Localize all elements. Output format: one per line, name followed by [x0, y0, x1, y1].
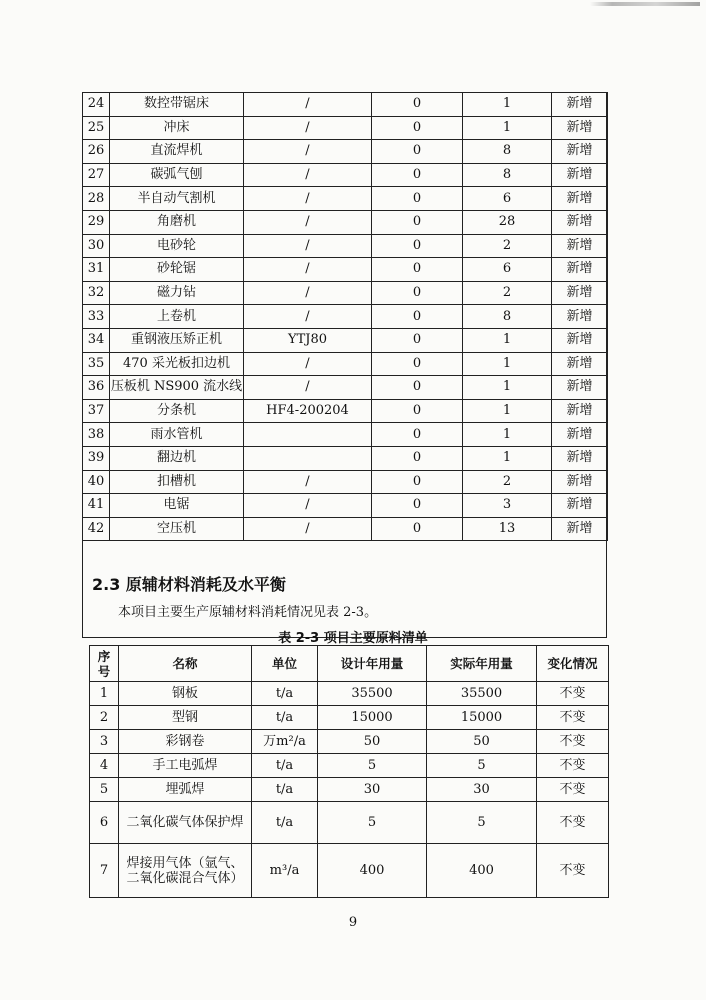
cell-after: 28: [463, 210, 552, 234]
materials-table-body: [90, 682, 609, 898]
cell-no: 34: [83, 328, 110, 352]
cell-no: 37: [83, 399, 110, 423]
cell-model: /: [244, 140, 372, 164]
cell-actual: 35500: [427, 682, 537, 706]
cell-before: 0: [372, 376, 463, 400]
cell-actual: 30: [427, 778, 537, 802]
table-row: [83, 258, 608, 282]
header-design: 设计年用量: [318, 646, 427, 682]
cell-no: 42: [83, 517, 110, 541]
cell-name: 压板机 NS900 流水线: [110, 376, 244, 400]
cell-name: 焊接用气体（氩气、二氧化碳混合气体）: [119, 844, 252, 898]
cell-after: 1: [463, 352, 552, 376]
page-number: 9: [348, 915, 358, 930]
cell-before: 0: [372, 328, 463, 352]
cell-before: 0: [372, 305, 463, 329]
cell-name: 数控带锯床: [110, 93, 244, 117]
cell-change: 新增: [552, 258, 608, 282]
table-row: [83, 281, 608, 305]
cell-design: 30: [318, 778, 427, 802]
cell-no: 33: [83, 305, 110, 329]
cell-model: /: [244, 258, 372, 282]
cell-name: 彩钢卷: [119, 730, 252, 754]
cell-design: 15000: [318, 706, 427, 730]
cell-no: 40: [83, 470, 110, 494]
cell-after: 1: [463, 423, 552, 447]
cell-before: 0: [372, 470, 463, 494]
cell-before: 0: [372, 116, 463, 140]
cell-no: 31: [83, 258, 110, 282]
cell-actual: 400: [427, 844, 537, 898]
cell-unit: m³/a: [252, 844, 318, 898]
cell-before: 0: [372, 423, 463, 447]
cell-actual: 15000: [427, 706, 537, 730]
cell-unit: t/a: [252, 754, 318, 778]
cell-no: 26: [83, 140, 110, 164]
table-row: [90, 802, 609, 844]
cell-after: 2: [463, 470, 552, 494]
table-row: [83, 328, 608, 352]
cell-after: 6: [463, 258, 552, 282]
cell-change: 新增: [552, 93, 608, 117]
cell-change: 新增: [552, 376, 608, 400]
cell-no: 41: [83, 494, 110, 518]
cell-change: 新增: [552, 423, 608, 447]
section-heading: 2.3 原辅材料消耗及水平衡: [92, 575, 286, 594]
cell-before: 0: [372, 234, 463, 258]
cell-name: 半自动气割机: [110, 187, 244, 211]
cell-actual: 5: [427, 754, 537, 778]
cell-model: /: [244, 517, 372, 541]
table-row: [90, 682, 609, 706]
cell-after: 1: [463, 93, 552, 117]
cell-no: 2: [90, 706, 119, 730]
cell-change: 新增: [552, 399, 608, 423]
cell-before: 0: [372, 494, 463, 518]
cell-name: 砂轮锯: [110, 258, 244, 282]
cell-no: 29: [83, 210, 110, 234]
cell-after: 2: [463, 234, 552, 258]
cell-model: /: [244, 352, 372, 376]
table-row: [83, 234, 608, 258]
cell-name: 型钢: [119, 706, 252, 730]
cell-change: 不变: [537, 754, 609, 778]
cell-after: 8: [463, 305, 552, 329]
cell-actual: 50: [427, 730, 537, 754]
table-row: [83, 423, 608, 447]
cell-change: 新增: [552, 470, 608, 494]
cell-after: 1: [463, 116, 552, 140]
cell-name: 直流焊机: [110, 140, 244, 164]
cell-after: 8: [463, 140, 552, 164]
cell-no: 7: [90, 844, 119, 898]
cell-unit: 万m²/a: [252, 730, 318, 754]
cell-no: 3: [90, 730, 119, 754]
table-row: [90, 706, 609, 730]
cell-name: 磁力钻: [110, 281, 244, 305]
cell-name: 分条机: [110, 399, 244, 423]
cell-after: 13: [463, 517, 552, 541]
cell-name: 空压机: [110, 517, 244, 541]
table-row: [83, 470, 608, 494]
cell-change: 新增: [552, 494, 608, 518]
cell-unit: t/a: [252, 802, 318, 844]
cell-model: YTJ80: [244, 328, 372, 352]
cell-model: /: [244, 470, 372, 494]
cell-change: 新增: [552, 163, 608, 187]
header-unit: 单位: [252, 646, 318, 682]
table-row: [83, 187, 608, 211]
cell-before: 0: [372, 258, 463, 282]
cell-model: /: [244, 305, 372, 329]
cell-name: 手工电弧焊: [119, 754, 252, 778]
cell-name: 电锯: [110, 494, 244, 518]
cell-name: 电砂轮: [110, 234, 244, 258]
cell-model: /: [244, 234, 372, 258]
header-name: 名称: [119, 646, 252, 682]
cell-change: 新增: [552, 116, 608, 140]
table-row: [90, 844, 609, 898]
materials-table: [89, 645, 609, 898]
cell-before: 0: [372, 352, 463, 376]
cell-design: 5: [318, 754, 427, 778]
cell-no: 24: [83, 93, 110, 117]
cell-after: 1: [463, 328, 552, 352]
cell-change: 新增: [552, 281, 608, 305]
cell-name: 上卷机: [110, 305, 244, 329]
cell-unit: t/a: [252, 706, 318, 730]
cell-change: 不变: [537, 706, 609, 730]
cell-name: 二氧化碳气体保护焊: [119, 802, 252, 844]
equipment-table-body: [83, 93, 608, 541]
cell-model: /: [244, 116, 372, 140]
cell-model: [244, 446, 372, 470]
table-caption: 表 2-3 项目主要原料清单: [278, 631, 428, 646]
cell-no: 35: [83, 352, 110, 376]
table-row: [83, 517, 608, 541]
cell-change: 新增: [552, 352, 608, 376]
cell-no: 5: [90, 778, 119, 802]
cell-model: HF4-200204: [244, 399, 372, 423]
cell-name: 冲床: [110, 116, 244, 140]
header-no: 序号: [90, 646, 119, 682]
cell-model: /: [244, 210, 372, 234]
materials-header-row: [90, 646, 609, 682]
cell-model: [244, 423, 372, 447]
cell-model: /: [244, 494, 372, 518]
cell-name: 埋弧焊: [119, 778, 252, 802]
cell-design: 50: [318, 730, 427, 754]
cell-before: 0: [372, 446, 463, 470]
cell-no: 30: [83, 234, 110, 258]
table-row: [83, 163, 608, 187]
cell-no: 36: [83, 376, 110, 400]
cell-before: 0: [372, 163, 463, 187]
cell-after: 1: [463, 399, 552, 423]
cell-change: 不变: [537, 778, 609, 802]
cell-no: 1: [90, 682, 119, 706]
cell-change: 新增: [552, 234, 608, 258]
cell-before: 0: [372, 399, 463, 423]
cell-name: 角磨机: [110, 210, 244, 234]
cell-name: 碳弧气刨: [110, 163, 244, 187]
cell-design: 35500: [318, 682, 427, 706]
cell-change: 不变: [537, 730, 609, 754]
cell-design: 400: [318, 844, 427, 898]
cell-after: 1: [463, 446, 552, 470]
table-row: [83, 93, 608, 117]
table-row: [83, 494, 608, 518]
table-row: [83, 210, 608, 234]
cell-model: /: [244, 187, 372, 211]
cell-before: 0: [372, 93, 463, 117]
cell-model: /: [244, 163, 372, 187]
cell-model: /: [244, 376, 372, 400]
table-row: [83, 305, 608, 329]
cell-change: 新增: [552, 305, 608, 329]
table-row: [83, 116, 608, 140]
cell-before: 0: [372, 187, 463, 211]
cell-change: 新增: [552, 210, 608, 234]
cell-unit: t/a: [252, 778, 318, 802]
cell-change: 新增: [552, 517, 608, 541]
cell-no: 38: [83, 423, 110, 447]
cell-after: 6: [463, 187, 552, 211]
table-row: [83, 399, 608, 423]
table-row: [90, 778, 609, 802]
cell-no: 39: [83, 446, 110, 470]
equipment-table: [82, 92, 608, 541]
table-row: [83, 352, 608, 376]
table-row: [90, 730, 609, 754]
header-change: 变化情况: [537, 646, 609, 682]
cell-no: 25: [83, 116, 110, 140]
cell-change: 新增: [552, 446, 608, 470]
cell-change: 新增: [552, 187, 608, 211]
cell-before: 0: [372, 210, 463, 234]
cell-name: 470 采光板扣边机: [110, 352, 244, 376]
cell-before: 0: [372, 517, 463, 541]
table-row: [83, 376, 608, 400]
cell-model: /: [244, 281, 372, 305]
cell-no: 6: [90, 802, 119, 844]
cell-no: 28: [83, 187, 110, 211]
cell-actual: 5: [427, 802, 537, 844]
cell-unit: t/a: [252, 682, 318, 706]
table-row: [83, 140, 608, 164]
cell-change: 不变: [537, 844, 609, 898]
cell-no: 27: [83, 163, 110, 187]
cell-change: 不变: [537, 682, 609, 706]
cell-name: 雨水管机: [110, 423, 244, 447]
cell-change: 新增: [552, 328, 608, 352]
cell-after: 1: [463, 376, 552, 400]
table-row: [83, 446, 608, 470]
cell-name: 扣槽机: [110, 470, 244, 494]
cell-after: 8: [463, 163, 552, 187]
cell-before: 0: [372, 140, 463, 164]
cell-name: 翻边机: [110, 446, 244, 470]
cell-design: 5: [318, 802, 427, 844]
cell-before: 0: [372, 281, 463, 305]
cell-model: /: [244, 93, 372, 117]
header-actual: 实际年用量: [427, 646, 537, 682]
section-paragraph: 本项目主要生产原辅材料消耗情况见表 2-3。: [118, 605, 378, 620]
cell-change: 新增: [552, 140, 608, 164]
cell-after: 2: [463, 281, 552, 305]
cell-name: 重钢液压矫正机: [110, 328, 244, 352]
cell-change: 不变: [537, 802, 609, 844]
table-row: [90, 754, 609, 778]
scan-edge-mark: [590, 2, 700, 6]
cell-no: 4: [90, 754, 119, 778]
cell-no: 32: [83, 281, 110, 305]
cell-name: 钢板: [119, 682, 252, 706]
cell-after: 3: [463, 494, 552, 518]
